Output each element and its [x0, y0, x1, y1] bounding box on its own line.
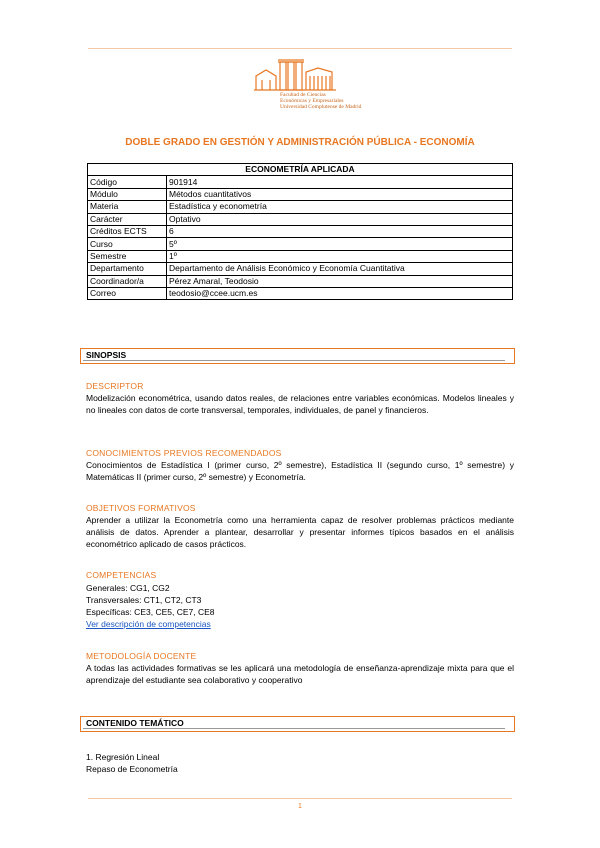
table-row: [88, 275, 513, 287]
logo-line-3: Universidad Complutense de Madrid: [280, 104, 362, 110]
methodology-heading: METODOLOGÍA DOCENTE: [86, 651, 197, 661]
table-row: [88, 225, 513, 237]
content-item-2: Repaso de Econometría: [86, 764, 178, 774]
table-row: [88, 201, 513, 213]
competencies-heading: COMPETENCIAS: [86, 570, 157, 580]
row-label: Carácter: [88, 213, 167, 225]
table-row: [88, 263, 513, 275]
row-label: Departamento: [88, 263, 167, 275]
row-value: Métodos cuantitativos: [167, 188, 513, 200]
faculty-logo: [252, 58, 362, 118]
table-row: [88, 287, 513, 299]
row-label: Semestre: [88, 250, 167, 262]
page-number: 1: [298, 803, 302, 810]
competencies-description-link[interactable]: Ver descripción de competencias: [86, 619, 211, 629]
course-name: ECONOMETRÍA APLICADA: [88, 164, 513, 176]
section-title: SINOPSIS: [86, 350, 127, 360]
row-label: Créditos ECTS: [88, 225, 167, 237]
row-label: Código: [88, 176, 167, 188]
table-row: [88, 188, 513, 200]
transversal-competencies: Transversales: CT1, CT2, CT3: [86, 595, 202, 605]
objectives-heading: OBJETIVOS FORMATIVOS: [86, 503, 196, 513]
row-value: teodosio@ccee.ucm.es: [167, 287, 513, 299]
header-divider: [88, 48, 512, 49]
row-value: Departamento de Análisis Económico y Economía Cuantitativa: [167, 263, 513, 275]
content-item-1: 1. Regresión Lineal: [86, 752, 160, 762]
general-competencies: Generales: CG1, CG2: [86, 583, 170, 593]
row-label: Materia: [88, 201, 167, 213]
course-info-table: [87, 163, 513, 300]
building-logo-icon: [252, 58, 348, 92]
row-value: 5º: [167, 238, 513, 250]
specific-competencies: Específicas: CE3, CE5, CE7, CE8: [86, 607, 215, 617]
footer-divider: [88, 798, 512, 799]
previous-knowledge-heading: CONOCIMIENTOS PREVIOS RECOMENDADOS: [86, 448, 282, 458]
methodology-text: A todas las actividades formativas se les aplicará una metodología de enseñanza-aprendizaje mixta para que el aprendizaje del estudiante sea colaborativo y cooperativo: [86, 663, 514, 686]
table-row: [88, 238, 513, 250]
logo-line-2: Económicas y Empresariales: [280, 98, 344, 104]
row-value: 1º: [167, 250, 513, 262]
table-row: [88, 176, 513, 188]
section-title: CONTENIDO TEMÁTICO: [86, 718, 184, 728]
row-label: Correo: [88, 287, 167, 299]
descriptor-text: Modelización econométrica, usando datos reales, de relaciones entre variables económicas. Modelos lineales y no lineales con datos de corte transversal, temporales, individuales, de panel y financieros.: [86, 393, 514, 416]
objectives-text: Aprender a utilizar la Econometría como una herramienta capaz de resolver problemas prácticos mediante análisis de datos. Aprender a plantear, desarrollar y presentar informes típicos basados en el análisis econométrico aplicado de casos prácticos.: [86, 515, 514, 550]
previous-knowledge-text: Conocimientos de Estadística I (primer curso, 2º semestre), Estadística II (segundo curso, 1º semestre) y Matemáticas II (primer curso, 2º semestre) y Econometría.: [86, 460, 514, 483]
row-value: Pérez Amaral, Teodosio: [167, 275, 513, 287]
row-label: Coordinador/a: [88, 275, 167, 287]
logo-line-1: Facultad de Ciencias: [280, 92, 326, 98]
table-heading-row: [88, 164, 513, 176]
table-row: [88, 213, 513, 225]
sinopsis-section-header: [80, 348, 515, 364]
row-label: Curso: [88, 238, 167, 250]
document-title: DOBLE GRADO EN GESTIÓN Y ADMINISTRACIÓN PÚBLICA - ECONOMÍA: [125, 137, 475, 148]
row-value: Estadística y econometría: [167, 201, 513, 213]
row-value: 6: [167, 225, 513, 237]
contenido-section-header: [80, 716, 515, 732]
logo-caption: [280, 92, 361, 110]
table-row: [88, 250, 513, 262]
row-value: 901914: [167, 176, 513, 188]
row-value: Optativo: [167, 213, 513, 225]
row-label: Módulo: [88, 188, 167, 200]
descriptor-heading: DESCRIPTOR: [86, 381, 144, 391]
